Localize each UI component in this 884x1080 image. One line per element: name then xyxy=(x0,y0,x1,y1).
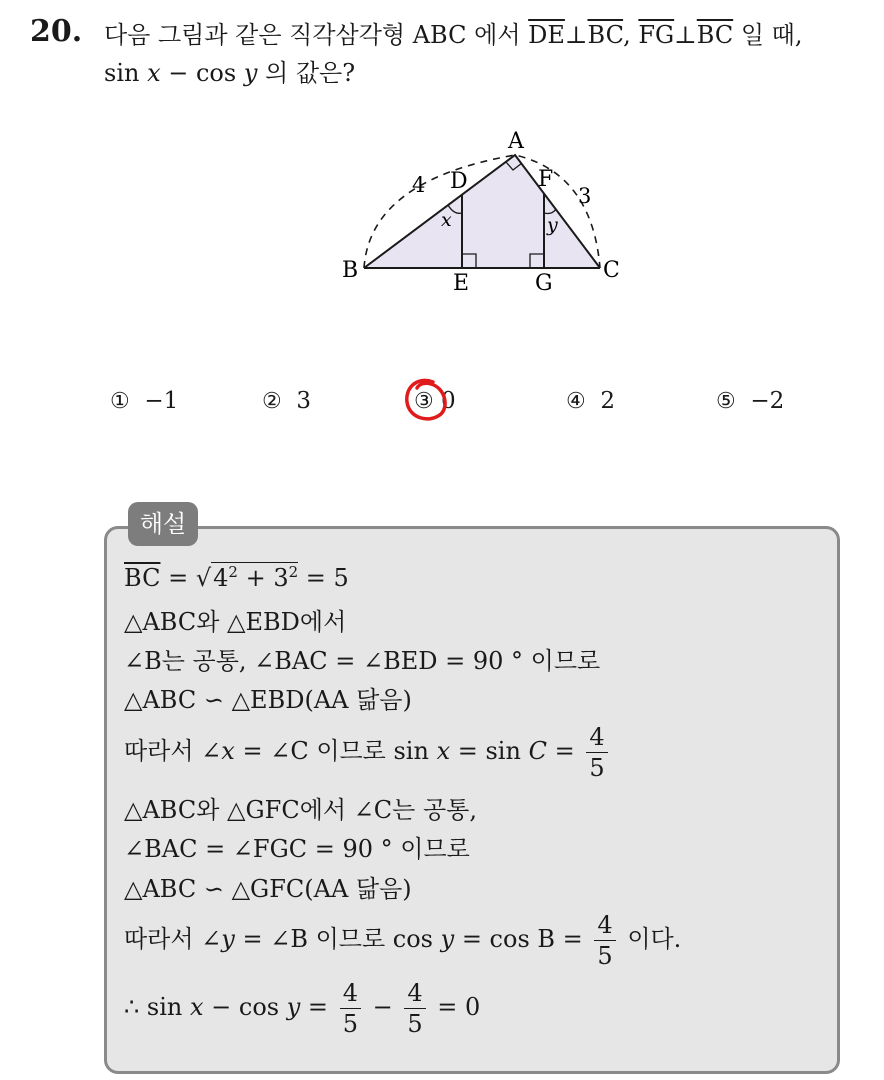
explanation-line-3: ∠B는 공통, ∠BAC = ∠BED = 90 ° 이므로 xyxy=(124,647,601,675)
numerator: 4 xyxy=(586,722,607,753)
choice-4[interactable] xyxy=(566,388,615,414)
text: 따라서 ∠ xyxy=(124,737,222,765)
choice-5[interactable] xyxy=(716,388,784,414)
plus: + xyxy=(237,564,274,592)
segment-fg: $\overline{FG}$ xyxy=(638,21,675,49)
label-c: C xyxy=(603,258,620,283)
var-y: y xyxy=(440,925,455,953)
explanation-line-9 xyxy=(124,910,681,971)
var-y: y xyxy=(221,925,235,953)
equals: = xyxy=(300,993,329,1021)
perp-symbol: ⊥ xyxy=(674,21,697,49)
var-x: x xyxy=(189,993,204,1021)
choice-2[interactable] xyxy=(262,388,311,414)
choice-value: 3 xyxy=(296,388,311,414)
explanation-line-7: ∠BAC = ∠FGC = 90 ° 이므로 xyxy=(124,835,470,863)
exponent-b: 2 xyxy=(288,563,299,581)
question-suffix: 일 때, xyxy=(733,21,803,49)
text: = cos B = xyxy=(454,925,583,953)
red-circle xyxy=(407,380,445,418)
denominator: 5 xyxy=(342,1010,358,1038)
var-c: C xyxy=(528,737,547,765)
choice-1[interactable] xyxy=(110,388,178,414)
question-line-1 xyxy=(104,16,874,54)
fraction xyxy=(586,722,607,783)
text: ∴ sin xyxy=(124,993,190,1021)
equals: = xyxy=(546,737,575,765)
perp-symbol: ⊥ xyxy=(564,21,588,49)
label-g: G xyxy=(535,271,553,296)
choice-number: ③ xyxy=(414,389,434,414)
text: 따라서 ∠ xyxy=(124,925,222,953)
choice-value: −1 xyxy=(144,388,179,414)
explanation-line-4: △ABC ∽ △EBD(AA 닮음) xyxy=(124,686,412,714)
question-line-2 xyxy=(104,54,874,92)
question-ask: 의 값은? xyxy=(257,59,356,87)
explanation-line-8: △ABC ∽ △GFC(AA 닮음) xyxy=(124,875,412,903)
answer-circle-mark xyxy=(403,376,449,426)
denominator: 5 xyxy=(407,1010,423,1038)
exponent-a: 2 xyxy=(228,563,238,581)
explanation-tab: 해설 xyxy=(128,502,198,546)
choice-value: 2 xyxy=(600,388,615,414)
minus: − xyxy=(364,993,401,1021)
var-x: x xyxy=(436,737,451,765)
label-b: B xyxy=(342,258,359,283)
equals: = xyxy=(160,564,196,592)
question-text xyxy=(104,16,874,92)
question-number: 20. xyxy=(30,14,83,49)
text: = ∠B 이므로 cos xyxy=(234,925,441,953)
label-e: E xyxy=(453,271,470,296)
numerator: 4 xyxy=(404,978,425,1009)
cos-text: − cos xyxy=(160,59,244,87)
fraction xyxy=(404,978,425,1039)
choice-number: ④ xyxy=(566,389,586,414)
var-y: y xyxy=(243,59,258,87)
explanation-line-2: △ABC와 △EBD에서 xyxy=(124,608,347,636)
numerator: 4 xyxy=(594,910,615,941)
side-ab-length: 4 xyxy=(412,173,426,197)
base-a: 4 xyxy=(213,564,229,592)
segment-bc: $\overline{BC}$ xyxy=(587,21,624,49)
fraction xyxy=(340,978,361,1039)
angle-x-label: x xyxy=(441,209,452,231)
side-ac-length: 3 xyxy=(578,184,592,208)
text: = ∠C 이므로 sin xyxy=(234,737,437,765)
segment-de: $\overline{DE}$ xyxy=(528,21,565,49)
label-f: F xyxy=(538,167,554,192)
fraction xyxy=(594,910,615,971)
choice-number: ② xyxy=(262,389,282,414)
label-a: A xyxy=(508,129,524,154)
denominator: 5 xyxy=(589,754,605,782)
choice-value: 0 xyxy=(441,388,456,414)
choice-number: ⑤ xyxy=(716,389,736,414)
comma: , xyxy=(623,21,639,49)
sqrt-expression xyxy=(211,562,298,592)
result: = 0 xyxy=(429,993,481,1021)
text: 이다. xyxy=(619,925,682,953)
text: − cos xyxy=(203,993,287,1021)
segment-bc: $\overline{BC}$ xyxy=(124,564,161,592)
explanation-line-1: $\overline{BC} = √4^2 + 3^2 = 5$ xyxy=(124,563,349,592)
var-x: x xyxy=(221,737,235,765)
result: = 5 xyxy=(298,564,349,592)
sin-text: sin xyxy=(104,59,148,87)
triangle-fill xyxy=(364,155,600,268)
explanation-line-5 xyxy=(124,722,612,783)
segment-bc: $\overline{BC}$ xyxy=(696,21,734,49)
numerator: 4 xyxy=(340,978,361,1009)
var-y: y xyxy=(286,993,301,1021)
triangle-figure xyxy=(330,125,630,300)
angle-y-label: y xyxy=(547,214,558,236)
base-b: 3 xyxy=(273,564,289,592)
var-x: x xyxy=(147,59,161,87)
denominator: 5 xyxy=(597,942,613,970)
explanation-line-10 xyxy=(124,978,480,1039)
question-prefix: 다음 그림과 같은 직각삼각형 ABC 에서 xyxy=(104,21,529,49)
choice-number: ① xyxy=(110,389,130,414)
text: = sin xyxy=(450,737,529,765)
label-d: D xyxy=(450,169,468,194)
choice-value: −2 xyxy=(750,388,785,414)
explanation-line-6: △ABC와 △GFC에서 ∠C는 공통, xyxy=(124,796,477,824)
